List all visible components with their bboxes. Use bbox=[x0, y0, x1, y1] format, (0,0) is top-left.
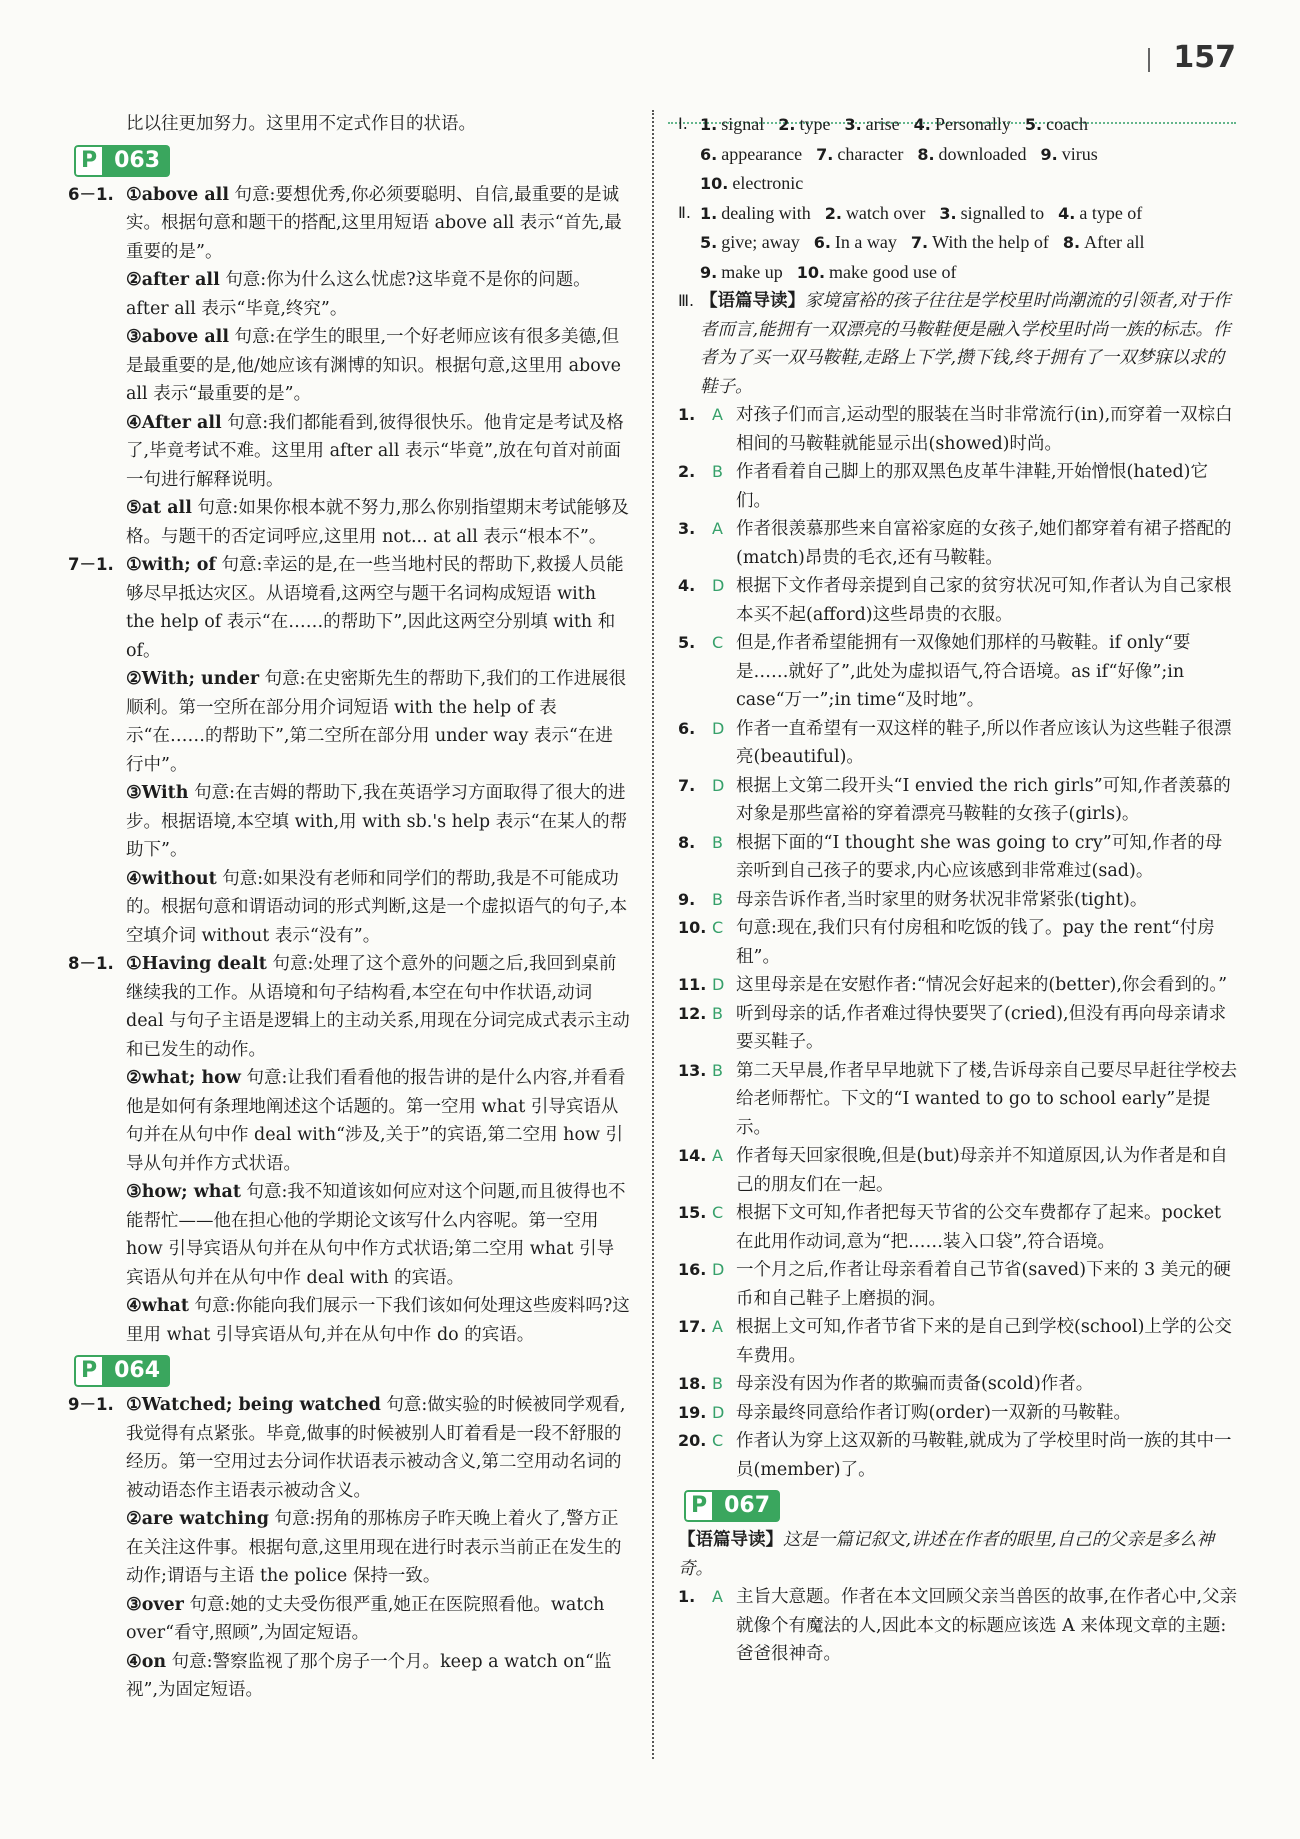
item-choice: B bbox=[712, 1374, 723, 1393]
cloze-item bbox=[678, 772, 1238, 829]
item-explanation: 根据上文可知,作者节省下来的是自己到学校(school)上学的公交车费用。 bbox=[736, 1317, 1232, 1366]
item-choice: D bbox=[712, 775, 725, 795]
answer-item bbox=[126, 1064, 630, 1178]
cloze-item bbox=[678, 914, 1238, 971]
answer-key: ③over bbox=[126, 1594, 184, 1615]
answer-key: ①Watched; being watched bbox=[126, 1395, 381, 1415]
item-explanation: 对孩子们而言,运动型的服装在当时非常流行(in),而穿着一双棕白相间的马鞍鞋就能显示出(showed)时尚。 bbox=[736, 405, 1233, 454]
item-choice: B bbox=[712, 832, 723, 852]
answer-item bbox=[126, 266, 630, 323]
question-8 bbox=[68, 950, 630, 1349]
item-answer: In a way bbox=[834, 232, 897, 252]
item-number: 2. bbox=[678, 462, 696, 481]
section-2-phrases: Ⅱ. 1. dealing with 2. watch over 3. signalled to 4. a type of 5. give; away 6. In a way 7. With the help of 8. After all 9. make up 10. make good use of bbox=[678, 199, 1238, 288]
item-explanation: 作者很羡慕那些来自富裕家庭的女孩子,她们都穿着有裙子搭配的(match)昂贵的毛衣,还有马鞍鞋。 bbox=[736, 519, 1232, 568]
item-answer: watch over bbox=[845, 202, 926, 223]
question-7 bbox=[68, 551, 630, 950]
item-number: 1. bbox=[700, 203, 718, 223]
item-explanation: 第二天早晨,作者早早地就下了楼,告诉母亲自己要尽早赶往学校去给老师帮忙。下文的“I wanted to go to school early”是提示。 bbox=[736, 1060, 1238, 1138]
item-explanation: 但是,作者希望能拥有一双像她们那样的马鞍鞋。if only“要是……就好了”,此处为虚拟语气,符合语境。as if“好像”;in case“万一”;in time“及时地”。 bbox=[736, 633, 1191, 710]
answer-item bbox=[126, 1391, 630, 1505]
cloze-item bbox=[678, 1142, 1238, 1199]
item-number: 10. bbox=[678, 918, 707, 937]
item-answer: character bbox=[837, 143, 904, 164]
section-badge-067: P 067 bbox=[684, 1490, 780, 1522]
question-number: 8－1. bbox=[68, 954, 114, 973]
vocab-row bbox=[700, 169, 1238, 199]
answer-item bbox=[126, 1178, 630, 1292]
item-number: 14. bbox=[678, 1146, 707, 1165]
item-number: 3. bbox=[678, 519, 696, 538]
item-number: 4. bbox=[678, 576, 696, 595]
answer-key: ④what bbox=[126, 1296, 189, 1316]
item-number: 6. bbox=[678, 718, 696, 738]
item-answer: make good use of bbox=[829, 261, 957, 282]
item-number: 12. bbox=[678, 1003, 707, 1023]
cloze-item bbox=[678, 401, 1238, 458]
cloze-item bbox=[678, 715, 1238, 772]
item-number: 7. bbox=[816, 144, 834, 164]
answer-item bbox=[126, 1292, 630, 1349]
item-explanation: 一个月之后,作者让母亲看着自己节省(saved)下来的 3 美元的硬币和自己鞋子上磨损的洞。 bbox=[736, 1260, 1231, 1309]
item-number: 7. bbox=[678, 775, 696, 795]
question-6 bbox=[68, 181, 630, 552]
explanation: 句意:让我们看看他的报告讲的是什么内容,并看看他是如何有条理地阐述这个话题的。第一空用 what 引导宾语从句并在从句中作 deal with“涉及,关于”的宾语,第二空用 how 引导从句并作方式状语。 bbox=[126, 1068, 626, 1174]
answer-item bbox=[126, 1591, 630, 1648]
answer-key: ③above all bbox=[126, 327, 229, 347]
item-number: 2. bbox=[778, 115, 796, 134]
item-number: 1. bbox=[678, 1587, 696, 1606]
explanation: 句意:在史密斯先生的帮助下,我们的工作进展很顺利。第一空所在部分用介词短语 with the help of 表示“在……的帮助下”,第二空所在部分用 under way 表示“在进行中”。 bbox=[126, 669, 627, 775]
item-answer: Personally bbox=[934, 114, 1011, 134]
item-number: 5. bbox=[700, 233, 718, 252]
cloze-item bbox=[678, 829, 1238, 886]
item-answer: arise bbox=[865, 114, 900, 134]
explanation: 句意:在学生的眼里,一个好老师应该有很多美德,但是最重要的是,他/她应该有渊博的知识。根据句意,这里用 above all 表示“最重要的是”。 bbox=[126, 327, 621, 404]
item-choice: B bbox=[712, 1060, 723, 1080]
section-3-cloze: Ⅲ. 【语篇导读】家境富裕的孩子往往是学校里时尚潮流的引领者,对于作者而言,能拥有一双漂亮的马鞍鞋便是融入学校里时尚一族的标志。作者为了买一双马鞍鞋,走路上下学,攒下钱,终于拥有了一双梦寐以求的鞋子。 bbox=[678, 287, 1238, 401]
item-number: 20. bbox=[678, 1431, 707, 1450]
item-answer: give; away bbox=[721, 232, 800, 252]
answer-key: ③With bbox=[126, 783, 189, 803]
item-explanation: 主旨大意题。作者在本文回顾父亲当兽医的故事,在作者心中,父亲就像个有魔法的人,因此本文的标题应该选 A 来体现文章的主题:爸爸很神奇。 bbox=[736, 1587, 1238, 1664]
item-number: 5. bbox=[1024, 115, 1043, 134]
answer-key: ①Having dealt bbox=[126, 954, 267, 974]
answer-item bbox=[126, 865, 630, 951]
answer-item bbox=[126, 323, 630, 409]
item-answer: a type of bbox=[1079, 202, 1143, 223]
explanation: 句意:你为什么这么忧虑?这毕竟不是你的问题。after all 表示“毕竟,终究”。 bbox=[126, 270, 591, 319]
explanation: 句意:拐角的那栋房子昨天晚上着火了,警方正在关注这件事。根据句意,这里用现在进行时表示当前正在发生的动作;谓语与主语 the police 保持一致。 bbox=[126, 1509, 622, 1586]
item-answer: appearance bbox=[721, 143, 803, 164]
cloze-item bbox=[678, 1256, 1238, 1313]
left-column bbox=[68, 110, 630, 1705]
answer-key: ②are watching bbox=[126, 1509, 269, 1529]
item-choice: A bbox=[712, 519, 723, 538]
answer-key: ③how; what bbox=[126, 1182, 241, 1202]
answer-key: ⑤at all bbox=[126, 498, 192, 518]
explanation: 句意:要想优秀,你必须要聪明、自信,最重要的是诚实。根据句意和题干的搭配,这里用短语 above all 表示“首先,最重要的是”。 bbox=[126, 184, 622, 262]
cloze-item bbox=[678, 1057, 1238, 1143]
cloze-item bbox=[678, 458, 1238, 515]
cloze-item bbox=[678, 1199, 1238, 1256]
answer-item bbox=[126, 665, 630, 779]
item-choice: D bbox=[712, 718, 725, 738]
item-number: 3. bbox=[939, 203, 957, 223]
item-answer: signalled to bbox=[960, 202, 1045, 223]
item-answer: coach bbox=[1046, 114, 1089, 134]
explanation: 句意:她的丈夫受伤很严重,她正在医院照看他。watch over“看守,照顾”,为固定短语。 bbox=[126, 1594, 605, 1643]
explanation: 句意:做实验的时候被同学观看,我觉得有点紧张。毕竟,做事的时候被别人盯着看是一段不舒服的经历。第一空用过去分词作状语表示被动含义,第二空用动名词的被动语态作主语表示被动含义。 bbox=[126, 1395, 626, 1501]
item-choice: A bbox=[712, 405, 723, 424]
section-badge-064: P 064 bbox=[74, 1355, 170, 1387]
item-answer: make up bbox=[721, 261, 783, 282]
item-number: 10. bbox=[796, 262, 826, 282]
item-explanation: 作者一直希望有一双这样的鞋子,所以作者应该认为这些鞋子很漂亮(beautiful)。 bbox=[736, 718, 1232, 767]
vocab-row bbox=[700, 110, 1238, 140]
item-number: 8. bbox=[917, 144, 935, 164]
item-answer: downloaded bbox=[938, 143, 1027, 164]
answer-item bbox=[126, 551, 630, 665]
item-choice: C bbox=[712, 633, 724, 652]
item-number: 16. bbox=[678, 1260, 707, 1279]
item-number: 2. bbox=[824, 203, 842, 223]
answer-item bbox=[126, 1648, 630, 1705]
answer-key: ①with; of bbox=[126, 555, 216, 575]
item-choice: C bbox=[712, 1203, 724, 1222]
section-badge-063: P 063 bbox=[74, 145, 170, 177]
item-number: 1. bbox=[700, 115, 718, 134]
answer-item bbox=[126, 779, 630, 865]
page-number: 157 bbox=[1173, 40, 1236, 75]
explanation: 句意:你能向我们展示一下我们该如何处理这些废料吗?这里用 what 引导宾语从句,并在从句中作 do 的宾语。 bbox=[126, 1296, 630, 1345]
item-choice: B bbox=[712, 889, 723, 909]
section-1-vocab: Ⅰ. 1. signal 2. type 3. arise 4. Personally 5. coach 6. appearance 7. character 8. downloaded 9. virus 10. electronic bbox=[678, 110, 1238, 199]
answer-item bbox=[126, 494, 630, 551]
question-9 bbox=[68, 1391, 630, 1705]
cloze-item bbox=[678, 629, 1238, 715]
answer-key: ④without bbox=[126, 868, 217, 889]
item-number: 9. bbox=[678, 889, 696, 909]
cloze-item bbox=[678, 971, 1238, 1000]
question-number: 9－1. bbox=[68, 1395, 114, 1414]
item-number: 18. bbox=[678, 1374, 707, 1393]
item-choice: B bbox=[712, 1003, 723, 1023]
reading-guide: 【语篇导读】家境富裕的孩子往往是学校里时尚潮流的引领者,对于作者而言,能拥有一双漂亮的马鞍鞋便是融入学校里时尚一族的标志。作者为了买一双马鞍鞋,走路上下学,攒下钱,终于拥有了一双梦寐以求的鞋子。 bbox=[700, 291, 1231, 397]
item-number: 9. bbox=[700, 262, 718, 282]
item-choice: A bbox=[712, 1146, 723, 1165]
explanation: 句意:幸运的是,在一些当地村民的帮助下,救援人员能够尽早抵达灾区。从语境看,这两空与题干名词构成短语 with the help of 表示“在……的帮助下”,因此这两空分别填 with 和 of。 bbox=[126, 555, 624, 661]
item-number: 6. bbox=[700, 144, 718, 164]
item-answer: electronic bbox=[732, 173, 804, 193]
item-choice: A bbox=[712, 1317, 723, 1336]
right-column bbox=[678, 110, 1238, 1669]
item-explanation: 母亲告诉作者,当时家里的财务状况非常紧张(tight)。 bbox=[736, 889, 1148, 910]
item-number: 8. bbox=[678, 832, 696, 852]
reading-guide-2: 【语篇导读】这是一篇记叙文,讲述在作者的眼里,自己的父亲是多么神奇。 bbox=[678, 1530, 1215, 1579]
cloze-item bbox=[678, 1399, 1238, 1428]
item-number: 4. bbox=[1058, 203, 1076, 223]
explanation: 句意:我不知道该如何应对这个问题,而且彼得也不能帮忙——他在担心他的学期论文该写什么内容呢。第一空用 how 引导宾语从句并在从句中作方式状语;第二空用 what 引导宾语从句并在从句中作 deal with 的宾语。 bbox=[126, 1182, 626, 1288]
item-answer: After all bbox=[1084, 232, 1145, 252]
item-choice: C bbox=[712, 1431, 724, 1450]
item-explanation: 作者认为穿上这双新的马鞍鞋,就成为了学校里时尚一族的其中一员(member)了。 bbox=[736, 1431, 1232, 1480]
item-number: 10. bbox=[700, 174, 729, 193]
explanation: 句意:我们都能看到,彼得很快乐。他肯定是考试及格了,毕竟考试不难。这里用 after all 表示“毕竟”,放在句首对前面一句进行解释说明。 bbox=[126, 412, 624, 490]
vocab-row bbox=[700, 228, 1238, 258]
answer-key: ①above all bbox=[126, 184, 229, 205]
answer-key: ④on bbox=[126, 1651, 167, 1672]
question-number: 6－1. bbox=[68, 184, 114, 204]
explanation: 句意:警察监视了那个房子一个月。keep a watch on“监视”,为固定短语。 bbox=[126, 1651, 612, 1700]
item-number: 3. bbox=[844, 115, 862, 134]
page-number-divider bbox=[1148, 48, 1150, 72]
item-explanation: 根据下文作者母亲提到自己家的贫穷状况可知,作者认为自己家根本买不起(afford)这些昂贵的衣服。 bbox=[736, 576, 1232, 625]
item-number: 13. bbox=[678, 1060, 707, 1080]
item-explanation: 听到母亲的话,作者难过得快要哭了(cried),但没有再向母亲请求要买鞋子。 bbox=[736, 1003, 1227, 1052]
item-choice: D bbox=[712, 1260, 725, 1279]
cloze-item bbox=[678, 1313, 1238, 1370]
explanation: 句意:如果没有老师和同学们的帮助,我是不可能成功的。根据句意和谓语动词的形式判断,这是一个虚拟语气的句子,本空填介词 without 表示“没有”。 bbox=[126, 868, 628, 946]
item-number: 4. bbox=[913, 115, 931, 134]
item-answer: dealing with bbox=[721, 202, 811, 223]
item-choice: A bbox=[712, 1587, 723, 1606]
item-number: 8. bbox=[1062, 233, 1081, 252]
item-answer: With the help of bbox=[932, 232, 1049, 252]
vocab-row bbox=[700, 258, 1238, 288]
answer-key: ④After all bbox=[126, 412, 222, 433]
item-number: 17. bbox=[678, 1317, 707, 1336]
item-answer: virus bbox=[1061, 143, 1098, 164]
item-number: 11. bbox=[678, 975, 707, 994]
column-divider bbox=[652, 110, 654, 1759]
answer-key: ②after all bbox=[126, 270, 220, 290]
explanation: 句意:处理了这个意外的问题之后,我回到桌前继续我的工作。从语境和句子结构看,本空在句中作状语,动词 deal 与句子主语是逻辑上的主动关系,用现在分词完成式表示主动和已发生的动作。 bbox=[126, 954, 630, 1060]
answer-item bbox=[126, 409, 630, 495]
cloze-item bbox=[678, 1583, 1238, 1669]
item-explanation: 这里母亲是在安慰作者:“情况会好起来的(better),你会看到的。” bbox=[736, 975, 1228, 995]
item-choice: D bbox=[712, 1402, 725, 1422]
item-choice: D bbox=[712, 576, 725, 595]
item-number: 9. bbox=[1040, 144, 1058, 164]
item-explanation: 作者看着自己脚上的那双黑色皮革牛津鞋,开始憎恨(hated)它们。 bbox=[736, 462, 1209, 511]
answer-item bbox=[126, 1505, 630, 1591]
explanation: 句意:如果你根本就不努力,那么你别指望期末考试能够及格。与题干的否定词呼应,这里用 not... at all 表示“根本不”。 bbox=[126, 498, 629, 547]
vocab-row bbox=[700, 199, 1238, 229]
answer-key: ②what; how bbox=[126, 1068, 241, 1088]
item-number: 7. bbox=[910, 233, 929, 252]
intro-line: 比以往更加努力。这里用不定式作目的状语。 bbox=[126, 114, 476, 134]
item-explanation: 根据下文可知,作者把每天节省的公交车费都存了起来。pocket 在此用作动词,意为“把……装入口袋”,符合语境。 bbox=[736, 1203, 1222, 1252]
cloze-item bbox=[678, 1000, 1238, 1057]
item-explanation: 母亲没有因为作者的欺骗而责备(scold)作者。 bbox=[736, 1374, 1094, 1394]
answer-key: ②With; under bbox=[126, 669, 260, 689]
item-explanation: 作者每天回家很晚,但是(but)母亲并不知道原因,认为作者是和自己的朋友们在一起。 bbox=[736, 1146, 1228, 1195]
cloze-item bbox=[678, 886, 1238, 915]
cloze-item bbox=[678, 515, 1238, 572]
item-choice: B bbox=[712, 462, 723, 481]
item-number: 6. bbox=[813, 233, 831, 252]
item-answer: type bbox=[799, 114, 831, 134]
vocab-row bbox=[700, 140, 1238, 170]
item-explanation: 句意:现在,我们只有付房租和吃饭的钱了。pay the rent“付房租”。 bbox=[736, 918, 1215, 967]
answer-item bbox=[126, 950, 630, 1064]
cloze-item bbox=[678, 572, 1238, 629]
item-number: 15. bbox=[678, 1203, 707, 1222]
cloze-item bbox=[678, 1427, 1238, 1484]
item-explanation: 根据下面的“I thought she was going to cry”可知,作者的母亲听到自己孩子的要求,内心应该感到非常难过(sad)。 bbox=[736, 832, 1223, 881]
item-explanation: 根据上文第二段开头“I envied the rich girls”可知,作者羡慕的对象是那些富裕的穿着漂亮马鞍鞋的女孩子(girls)。 bbox=[736, 775, 1231, 824]
item-choice: C bbox=[712, 918, 724, 937]
explanation: 句意:在吉姆的帮助下,我在英语学习方面取得了很大的进步。根据语境,本空填 with,用 with sb.'s help 表示“在某人的帮助下”。 bbox=[126, 783, 628, 860]
item-explanation: 母亲最终同意给作者订购(order)一双新的马鞍鞋。 bbox=[736, 1402, 1131, 1423]
item-number: 19. bbox=[678, 1402, 707, 1422]
cloze-item bbox=[678, 1370, 1238, 1399]
item-answer: signal bbox=[721, 114, 765, 134]
question-number: 7－1. bbox=[68, 555, 114, 574]
item-number: 1. bbox=[678, 405, 696, 424]
answer-item bbox=[126, 181, 630, 267]
item-choice: D bbox=[712, 975, 725, 994]
item-number: 5. bbox=[678, 633, 696, 652]
